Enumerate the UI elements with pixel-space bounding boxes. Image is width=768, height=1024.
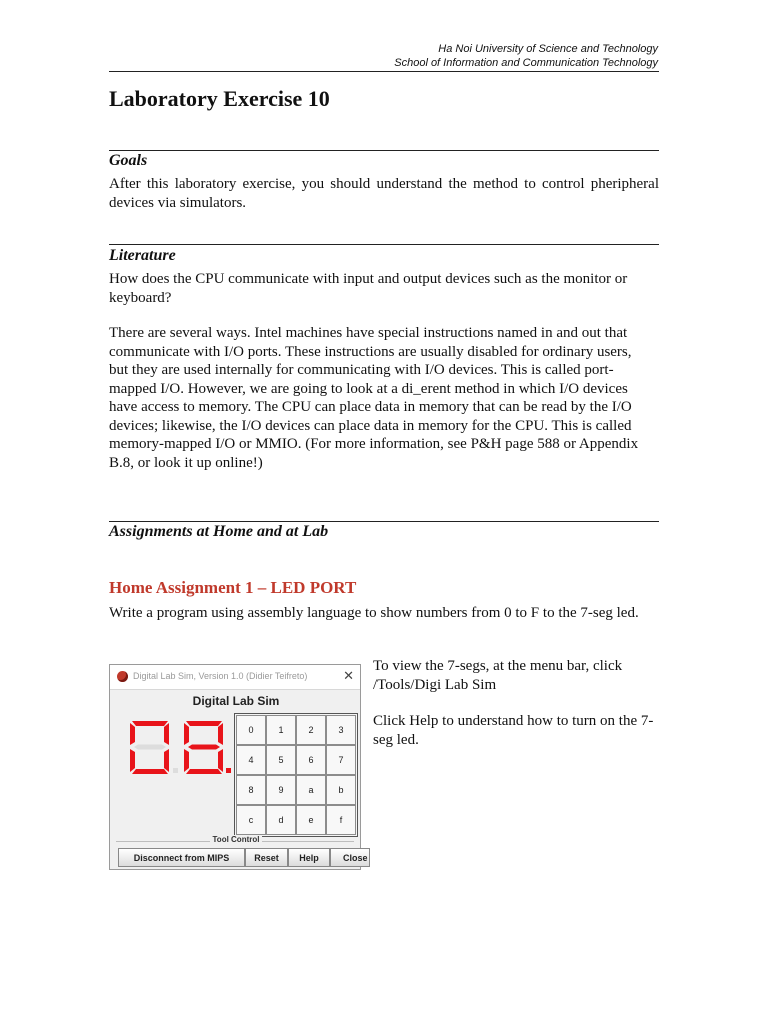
segment-g: [188, 745, 220, 750]
help-instructions: Click Help to understand how to turn on the 7-seg led.: [373, 713, 654, 748]
literature-heading: Literature: [109, 247, 176, 264]
tool-control-label: [110, 835, 362, 844]
window-title: Digital Lab Sim, Version 1.0 (Didier Teifreto): [133, 671, 308, 681]
segment-g: [134, 745, 166, 750]
digital-lab-sim-window: [109, 664, 368, 870]
segment-dp: [173, 768, 178, 773]
page-header: [394, 42, 658, 70]
seven-segment-digit-left: [130, 721, 178, 774]
segment-d: [186, 769, 222, 774]
assignments-rule: [109, 521, 659, 522]
segment-f: [184, 723, 189, 745]
keypad-key[interactable]: 3: [326, 715, 356, 745]
segment-b: [164, 723, 169, 745]
keypad-key[interactable]: 8: [236, 775, 266, 805]
segment-f: [130, 723, 135, 745]
keypad-grid: [234, 713, 358, 837]
segment-c: [164, 749, 169, 772]
keypad-key[interactable]: 7: [326, 745, 356, 775]
literature-paragraph-1: How does the CPU communicate with input and output devices such as the monitor or keyboard?: [109, 271, 628, 306]
close-icon[interactable]: ✕: [343, 668, 354, 683]
keypad-key[interactable]: a: [296, 775, 326, 805]
literature-rule: [109, 244, 659, 245]
keypad-key[interactable]: 9: [266, 775, 296, 805]
keypad-key[interactable]: 2: [296, 715, 326, 745]
segment-e: [184, 749, 189, 772]
keypad-key[interactable]: 0: [236, 715, 266, 745]
keypad-key[interactable]: e: [296, 805, 326, 835]
keypad-key[interactable]: 6: [296, 745, 326, 775]
segment-a: [186, 721, 222, 726]
literature-paragraph-2: There are several ways. Intel machines have special instructions named in and out that communicate with I/O ports. These instructions are usually disabled for ordinary users, but they are used internally for communicating with I/O devices. This is called port-mapped I/O. However, we are going to look at a di_erent method in which I/O devices have access to memory. The CPU can place data in memory that can be read by the I/O devices; likewise, the I/O devices can place data in memory for the CPU. This is called memory-mapped I/O or MMIO. (For more information, see P&H page 588 or Appendix B.8, or look it up online!): [109, 325, 639, 471]
keypad-key[interactable]: 4: [236, 745, 266, 775]
header-rule: [109, 71, 659, 72]
disconnect-button[interactable]: Disconnect from MIPS: [118, 848, 245, 867]
segment-c: [218, 749, 223, 772]
home-assignment-1-text: Write a program using assembly language to show numbers from 0 to F to the 7-seg led.: [109, 605, 639, 621]
seven-segment-display: [124, 717, 234, 777]
keypad-key[interactable]: b: [326, 775, 356, 805]
segment-d: [132, 769, 168, 774]
assignments-heading: Assignments at Home and at Lab: [109, 523, 329, 540]
keypad-key[interactable]: c: [236, 805, 266, 835]
keypad-key[interactable]: f: [326, 805, 356, 835]
page-title: Laboratory Exercise 10: [109, 86, 330, 111]
reset-button[interactable]: Reset: [245, 848, 288, 867]
home-assignment-1-heading: Home Assignment 1 – LED PORT: [109, 578, 357, 597]
school-name: School of Information and Communication Technology: [394, 57, 658, 69]
goals-text: After this laboratory exercise, you should understand the method to control pheripheral devices via simulators.: [109, 176, 659, 211]
tool-control-label-text: Tool Control: [210, 835, 263, 844]
seven-segment-digit-right: [184, 721, 231, 774]
goals-heading: Goals: [109, 152, 148, 169]
segment-b: [218, 723, 223, 745]
segment-a: [132, 721, 168, 726]
keypad-key[interactable]: 5: [266, 745, 296, 775]
close-button[interactable]: Close: [330, 848, 370, 867]
university-name: Ha Noi University of Science and Technology: [438, 43, 658, 55]
view-instructions: To view the 7-segs, at the menu bar, click /Tools/Digi Lab Sim: [373, 658, 623, 693]
keypad-key[interactable]: 1: [266, 715, 296, 745]
help-button[interactable]: Help: [288, 848, 330, 867]
window-title-bar: [110, 665, 360, 690]
goals-rule: [109, 150, 659, 151]
app-title: Digital Lab Sim: [192, 694, 280, 708]
segment-e: [130, 749, 135, 772]
app-icon: [117, 671, 128, 682]
keypad-key[interactable]: d: [266, 805, 296, 835]
segment-dp: [226, 768, 231, 773]
